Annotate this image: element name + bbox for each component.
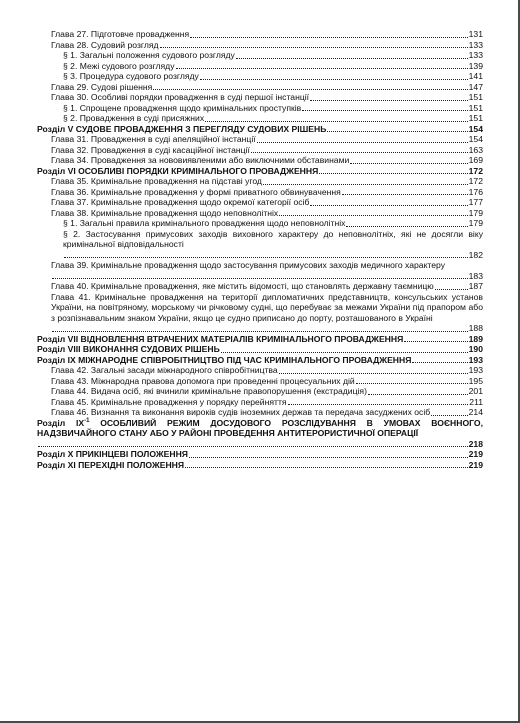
dot-leader — [185, 467, 468, 468]
toc-entry-ch41[interactable] — [37, 292, 483, 334]
toc-entry-page: 133 — [468, 39, 483, 50]
dot-leader — [310, 100, 468, 101]
toc-entry-title: Глава 42. Загальні засади міжнародного співробітництва — [51, 365, 278, 375]
toc-entry-page: 201 — [468, 386, 483, 396]
toc-entry-title: Розділ VII ВІДНОВЛЕННЯ ВТРАЧЕНИХ МАТЕРІАЛІВ КРИМІНАЛЬНОГО ПРОВАДЖЕННЯ — [37, 333, 404, 344]
toc-entry-title: Глава 27. Підготовче провадження — [51, 29, 190, 39]
toc-entry-title: § 2. Застосування примусових заходів виховного характеру до неповнолітніх, які не досягли віку кримінальної відповідальності — [63, 228, 483, 249]
toc-entry-page: 177 — [468, 197, 483, 207]
dot-leader — [251, 152, 468, 153]
toc-entry-title: Глава 29. Судові рішення — [51, 81, 153, 92]
toc-entry-page: 179 — [468, 218, 483, 228]
toc-entry-sec11[interactable] — [37, 460, 483, 471]
toc-entry-ch28[interactable] — [37, 40, 483, 51]
dot-leader — [200, 79, 468, 80]
toc-entry-title: Розділ XI ПЕРЕХІДНІ ПОЛОЖЕННЯ — [37, 459, 185, 470]
toc-entry-page: 172 — [468, 165, 483, 176]
dot-leader — [279, 373, 468, 374]
toc-entry-ch30[interactable] — [37, 92, 483, 103]
dot-leader — [356, 383, 468, 384]
toc-entry-leader-line — [51, 271, 483, 282]
toc-entry-title: Глава 41. Кримінальне провадження на території дипломатичних представництв, консульських установ України, на повітряному, морському чи річковому судні, що перебуває за межами України під прапором або з розпізнавальним знаком України, якщо це судно приписано до порту, розташованого в Україні — [51, 291, 483, 323]
dot-leader — [435, 289, 468, 290]
toc-entry-title: § 1. Загальні положення судового розгляду — [63, 50, 235, 60]
dot-leader — [236, 58, 468, 59]
toc-entry-page: 179 — [468, 207, 483, 218]
toc-entry-page: 183 — [468, 270, 483, 281]
toc-entry-ch28s1[interactable] — [37, 50, 483, 61]
dot-leader — [263, 184, 468, 185]
dot-leader — [412, 362, 467, 363]
toc-entry-ch45[interactable] — [37, 397, 483, 408]
toc-entry-title: Розділ VIII ВИКОНАННЯ СУДОВИХ РІШЕНЬ — [37, 344, 220, 354]
dot-leader — [190, 37, 467, 38]
dot-leader — [257, 142, 468, 143]
toc-entry-page: 190 — [468, 344, 483, 354]
toc-entry-title: § 3. Процедура судового розгляду — [63, 71, 199, 81]
toc-entry-ch27[interactable] — [37, 29, 483, 40]
toc-entry-page: 172 — [468, 176, 483, 186]
toc-entry-sec9[interactable] — [37, 355, 483, 366]
toc-entry-sec8[interactable] — [37, 344, 483, 355]
toc-entry-ch34[interactable] — [37, 155, 483, 166]
dot-leader — [319, 173, 467, 174]
dot-leader — [176, 68, 468, 69]
toc-entry-title: Глава 37. Кримінальне провадження щодо окремої категорії осіб — [51, 197, 310, 207]
toc-entry-title: § 2. Провадження в суді присяжних — [63, 113, 205, 123]
toc-entry-page: 193 — [468, 354, 483, 365]
toc-entry-page: 187 — [468, 281, 483, 291]
toc-entry-title: Глава 45. Кримінальне провадження у порядку перейняття — [51, 396, 287, 407]
toc-entry-page: 131 — [468, 29, 483, 39]
toc-entry-ch46[interactable] — [37, 407, 483, 418]
toc-entry-ch38[interactable] — [37, 208, 483, 219]
toc-entry-sec6[interactable] — [37, 166, 483, 177]
toc-entry-page: 219 — [468, 449, 483, 459]
toc-entry-ch38s2[interactable] — [37, 229, 483, 261]
toc-entry-ch42[interactable] — [37, 365, 483, 376]
toc-entry-page: 163 — [468, 144, 483, 155]
toc-entry-page: 169 — [468, 155, 483, 165]
toc-entry-title: Розділ IX МІЖНАРОДНЕ СПІВРОБІТНИЦТВО ПІД ЧАС КРИМІНАЛЬНОГО ПРОВАДЖЕННЯ — [37, 354, 412, 365]
toc-entry-ch31[interactable] — [37, 134, 483, 145]
toc-entry-page: 193 — [468, 365, 483, 375]
toc-entry-title: Глава 32. Провадження в суді касаційної інстанції — [51, 144, 250, 155]
toc-entry-title-block — [51, 260, 483, 271]
dot-leader — [327, 131, 467, 132]
toc-entry-leader-line — [37, 439, 483, 450]
toc-entry-sec9_1[interactable] — [37, 418, 483, 450]
dot-leader — [52, 331, 468, 332]
toc-entry-title: Глава 35. Кримінальне провадження на підставі угод — [51, 176, 262, 186]
table-of-contents — [37, 29, 483, 470]
toc-entry-title: Розділ V СУДОВЕ ПРОВАДЖЕННЯ З ПЕРЕГЛЯДУ СУДОВИХ РІШЕНЬ — [37, 123, 327, 134]
toc-entry-ch30s1[interactable] — [37, 103, 483, 114]
toc-entry-title: § 1. Спрощене провадження щодо кримінальних проступків — [63, 102, 302, 113]
toc-entry-title: Глава 34. Провадження за нововиявленими або виключними обставинами — [51, 155, 350, 165]
toc-entry-page: 188 — [468, 323, 483, 333]
dot-leader — [302, 110, 467, 111]
toc-entry-sec5[interactable] — [37, 124, 483, 135]
toc-entry-ch40[interactable] — [37, 281, 483, 292]
toc-entry-title: Глава 46. Визнання та виконання вироків судів іноземних держав та передача засуджених осіб — [51, 407, 431, 417]
toc-entry-title-block — [37, 418, 483, 439]
toc-entry-ch39[interactable] — [37, 260, 483, 281]
toc-entry-title: Глава 43. Міжнародна правова допомога при проведенні процесуальних дій — [51, 375, 355, 386]
toc-entry-title: Розділ VI ОСОБЛИВІ ПОРЯДКИ КРИМІНАЛЬНОГО ПРОВАДЖЕННЯ — [37, 165, 319, 176]
toc-entry-page: 147 — [468, 81, 483, 92]
toc-entry-page: 189 — [468, 333, 483, 344]
toc-entry-ch35[interactable] — [37, 176, 483, 187]
toc-entry-ch38s1[interactable] — [37, 218, 483, 229]
dot-leader — [189, 457, 468, 458]
toc-entry-page: 176 — [468, 186, 483, 197]
dot-leader — [342, 194, 468, 195]
toc-entry-title-block — [63, 229, 483, 250]
toc-entry-title-block — [51, 292, 483, 324]
dot-leader — [38, 446, 468, 447]
toc-entry-page: 218 — [468, 438, 483, 449]
toc-entry-title: ОСОБЛИВИЙ РЕЖИМ ДОСУДОВОГО РОЗСЛІДУВАННЯ В УМОВАХ ВОЄННОГО, НАДЗВИЧАЙНОГО СТАНУ АБО У РАЙОНІ ПРОВЕДЕННЯ АНТИТЕРОРИСТИЧНОЇ ОПЕРАЦІЇ — [37, 417, 483, 438]
toc-entry-title: Глава 39. Кримінальне провадження щодо застосування примусових заходів медичного характеру — [51, 260, 446, 270]
toc-entry-page: 182 — [468, 249, 483, 260]
dot-leader — [310, 205, 467, 206]
toc-entry-page: 151 — [468, 92, 483, 102]
toc-entry-ch28s2[interactable] — [37, 61, 483, 72]
toc-entry-title: Глава 31. Провадження в суді апеляційної інстанції — [51, 134, 256, 144]
section-number: Розділ ІХ — [37, 417, 85, 428]
toc-entry-ch44[interactable] — [37, 386, 483, 397]
toc-entry-leader-line — [63, 250, 483, 261]
toc-entry-page: 154 — [468, 134, 483, 144]
dot-leader — [279, 215, 467, 216]
toc-entry-ch37[interactable] — [37, 197, 483, 208]
toc-entry-ch29[interactable] — [37, 82, 483, 93]
toc-entry-title: Розділ X ПРИКІНЦЕВІ ПОЛОЖЕННЯ — [37, 449, 188, 459]
dot-leader — [221, 352, 468, 353]
dot-leader — [153, 89, 467, 90]
toc-entry-ch30s2[interactable] — [37, 113, 483, 124]
toc-entry-page: 151 — [468, 113, 483, 123]
dot-leader — [346, 226, 467, 227]
dot-leader — [64, 257, 468, 258]
dot-leader — [52, 278, 468, 279]
section-superscript: -1 — [84, 417, 90, 424]
toc-entry-page: 141 — [468, 71, 483, 81]
toc-entry-ch28s3[interactable] — [37, 71, 483, 82]
dot-leader — [288, 404, 469, 405]
dot-leader — [205, 121, 468, 122]
toc-entry-page: 133 — [468, 50, 483, 60]
toc-entry-title: Глава 30. Особливі порядки провадження в суді першої інстанції — [51, 92, 310, 102]
toc-entry-title: Глава 40. Кримінальне провадження, яке містить відомості, що становлять державну таємницю — [51, 281, 434, 291]
toc-entry-page: 219 — [468, 459, 483, 470]
toc-entry-sec7[interactable] — [37, 334, 483, 345]
toc-entry-ch32[interactable] — [37, 145, 483, 156]
toc-entry-page: 195 — [468, 375, 483, 386]
toc-entry-page: 154 — [468, 123, 483, 134]
toc-entry-title: Глава 38. Кримінальне провадження щодо неповнолітніх — [51, 207, 279, 218]
toc-entry-ch36[interactable] — [37, 187, 483, 198]
toc-entry-title: § 2. Межі судового розгляду — [63, 60, 175, 71]
toc-entry-ch43[interactable] — [37, 376, 483, 387]
toc-entry-title: Глава 44. Видача осіб, які вчинили кримінальне правопорушення (екстрадиція) — [51, 386, 367, 396]
toc-entry-title: § 1. Загальні правила кримінального провадження щодо неповнолітніх — [63, 218, 346, 228]
dot-leader — [160, 47, 468, 48]
dot-leader — [404, 341, 467, 342]
toc-entry-page: 139 — [468, 60, 483, 71]
toc-entry-title: Глава 36. Кримінальне провадження у формі приватного обвинувачення — [51, 186, 341, 197]
toc-entry-title: Глава 28. Судовий розгляд — [51, 39, 159, 50]
dot-leader — [350, 163, 467, 164]
dot-leader — [431, 415, 467, 416]
toc-entry-sec10[interactable] — [37, 449, 483, 460]
dot-leader — [368, 394, 468, 395]
toc-entry-page: 151 — [468, 102, 483, 113]
toc-entry-page: 211 — [469, 396, 483, 407]
toc-entry-leader-line — [51, 323, 483, 334]
toc-entry-page: 214 — [468, 407, 483, 417]
